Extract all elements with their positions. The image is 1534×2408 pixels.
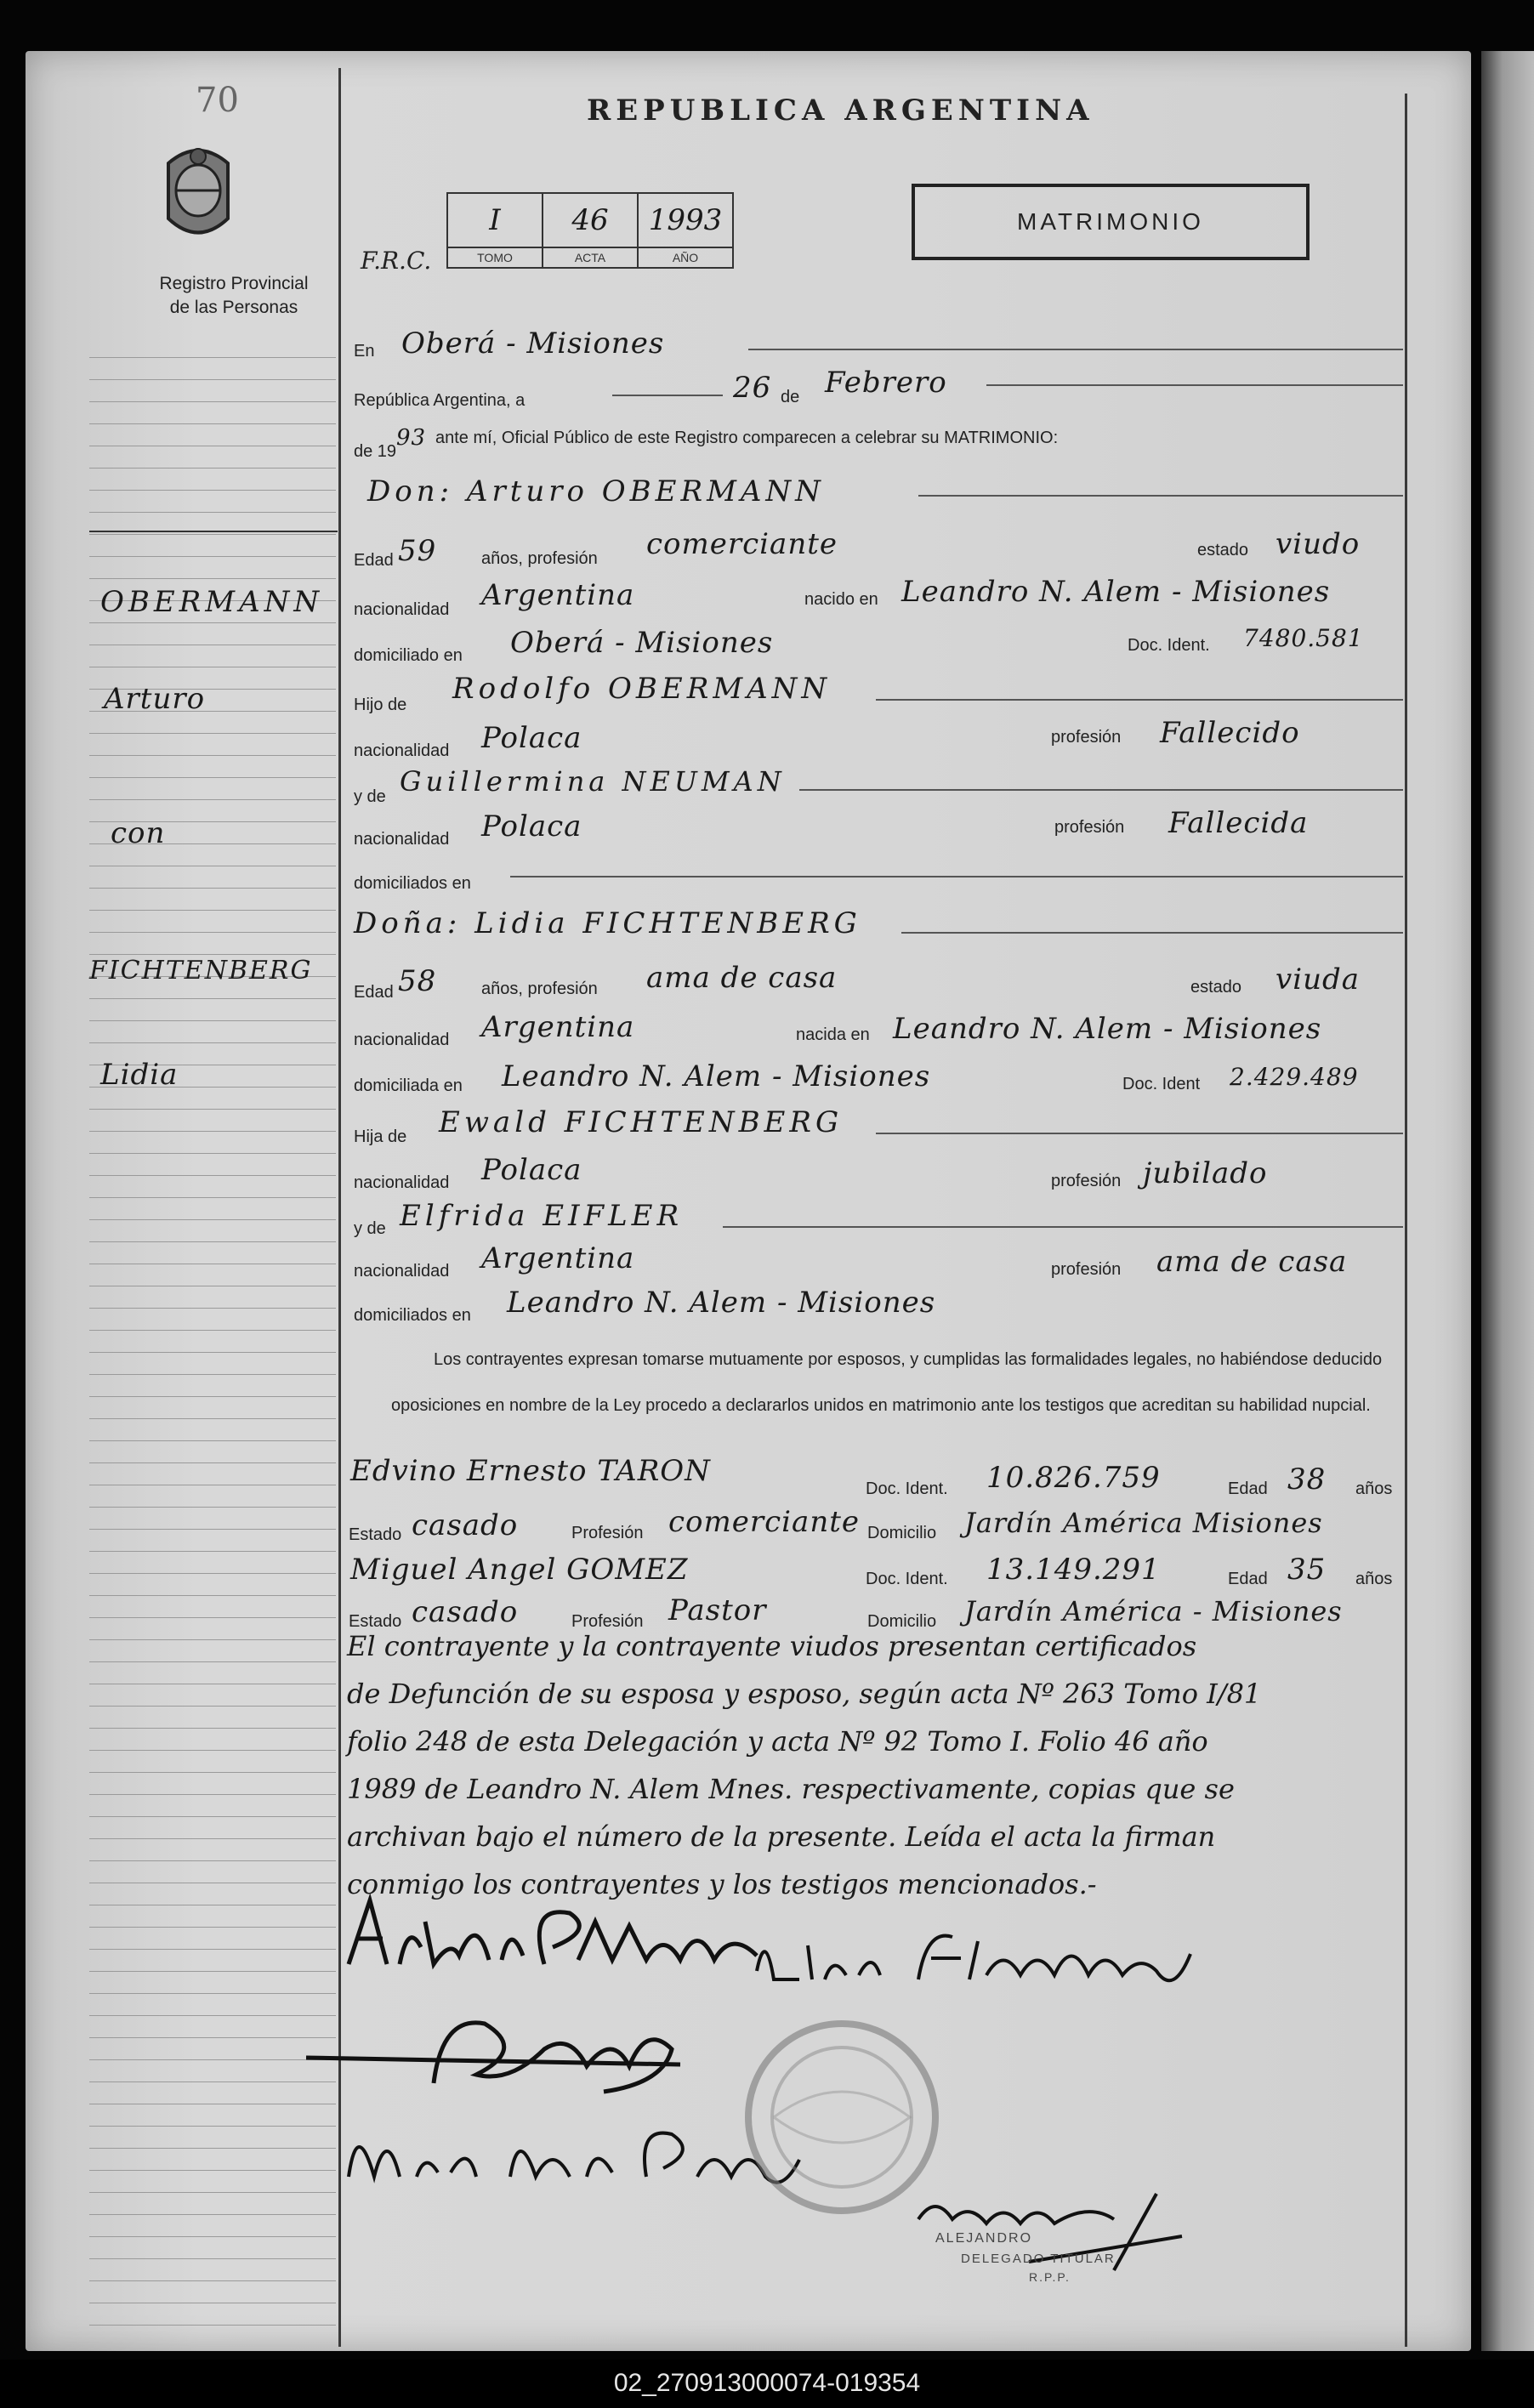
margin-ruled-line (89, 1728, 336, 1729)
groom-mother-profession: Fallecida (1168, 806, 1309, 840)
margin-ruled-line (89, 1352, 336, 1353)
margin-ruled-line (89, 2236, 336, 2237)
edad-label: Edad (1228, 1479, 1268, 1498)
margin-ruled-line (89, 777, 336, 778)
margin-con: con (111, 816, 166, 850)
margin-ruled-line (89, 622, 336, 623)
groom-signature (340, 1888, 765, 1981)
witness1-signature (306, 1998, 697, 2109)
margin-ruled-line (89, 1971, 336, 1972)
margin-ruled-line (89, 1462, 336, 1463)
profesion-label: Profesión (571, 1612, 644, 1631)
margin-name-2: Lidia (100, 1058, 179, 1092)
groom-birthplace: Leandro N. Alem - Misiones (901, 575, 1331, 609)
bride-profession: ama de casa (646, 961, 838, 995)
groom-profession: comerciante (646, 527, 838, 561)
bride-father-profession: jubilado (1143, 1156, 1268, 1190)
margin-ruled-line (89, 1927, 336, 1928)
acta-value: 46 (543, 193, 638, 247)
margin-surname-2: FICHTENBERG (89, 956, 313, 985)
estado-label: estado (1190, 978, 1242, 997)
edad-label: Edad (1228, 1570, 1268, 1588)
anio-label: AÑO (638, 247, 733, 268)
witness1-status: casado (412, 1508, 519, 1542)
act-type-label: MATRIMONIO (1017, 208, 1204, 235)
estado-label: Estado (349, 1525, 402, 1544)
margin-ruled-line (89, 1507, 336, 1508)
profession-label: años, profesión (481, 980, 598, 998)
margin-ruled-line (89, 1860, 336, 1861)
tomo-label: TOMO (447, 247, 543, 268)
doc-label: Doc. Ident. (866, 1479, 948, 1498)
record-number-table (446, 192, 734, 269)
groom-doc: 7480.581 (1243, 624, 1364, 652)
margin-ruled-line (89, 401, 336, 402)
y-de-label: y de (354, 787, 386, 806)
margin-ruled-line (89, 2192, 336, 2193)
margin-ruled-line (89, 357, 336, 358)
fill-line (799, 789, 1403, 791)
margin-ruled-line (89, 1175, 336, 1176)
witness1-domicile: Jardín América Misiones (964, 1507, 1323, 1539)
margin-ruled-line (89, 1595, 336, 1596)
margin-ruled-line (89, 1706, 336, 1707)
profesion-label: profesión (1054, 818, 1125, 837)
official-seal (740, 2015, 944, 2219)
margin-ruled-line (89, 2015, 336, 2016)
margin-ruled-line (89, 534, 336, 535)
margin-ruled-line (89, 512, 336, 513)
place-value: Oberá - Misiones (401, 327, 665, 361)
margin-ruled-line (89, 1042, 336, 1043)
domicilio-label: Domicilio (867, 1524, 937, 1542)
note-line: de Defunción de su esposa y esposo, según acta Nº 263 Tomo I/81 (347, 1678, 1262, 1710)
nacionalidad-label: nacionalidad (354, 1031, 450, 1049)
margin-ruled-line (89, 998, 336, 999)
margin-ruled-line (89, 1396, 336, 1397)
intro-text: ante mí, Oficial Público de este Registro comparecen a celebrar su MATRIMONIO: (435, 429, 1059, 447)
margin-ruled-line (89, 1153, 336, 1154)
republica-label: República Argentina, a (354, 391, 526, 410)
margin-ruled-line (89, 755, 336, 756)
registry-name (94, 272, 374, 320)
bride-father: Ewald FICHTENBERG (439, 1105, 844, 1139)
margin-ruled-line (89, 910, 336, 911)
fill-line (723, 1226, 1403, 1228)
hijo-label: Hijo de (354, 696, 407, 714)
bride-parents-domicile: Leandro N. Alem - Misiones (507, 1286, 936, 1320)
margin-ruled-line (89, 1241, 336, 1242)
margin-ruled-line (89, 1440, 336, 1441)
note-line: El contrayente y la contrayente viudos presentan certificados (347, 1630, 1197, 1662)
margin-ruled-line (89, 1838, 336, 1839)
margin-ruled-line (89, 1418, 336, 1419)
officer-stamp-office: R.P.P. (1029, 2270, 1071, 2284)
groom-mother-nationality: Polaca (481, 809, 582, 843)
margin-ruled-line (89, 423, 336, 424)
nacionalidad-label: nacionalidad (354, 1173, 450, 1192)
scan-file-id: 02_270913000074-019354 (613, 2369, 921, 2397)
margin-ruled-line (89, 932, 336, 933)
acta-label: ACTA (543, 247, 638, 268)
declaration-paragraph: Los contrayentes expresan tomarse mutuamente por esposos, y cumplidas las formalidades legales, no habiéndose deducido oposiciones en nombre de la Ley procedo a declararlos unidos en matrimonio ante los testigos que acreditan su habilidad nupcial. (391, 1350, 1383, 1415)
margin-ruled-line (89, 556, 336, 557)
marginal-notes (347, 1622, 1406, 1908)
groom-domicile: Oberá - Misiones (510, 626, 774, 660)
groom-status: viudo (1275, 527, 1361, 561)
margin-ruled-line (89, 1573, 336, 1574)
bride-nationality: Argentina (481, 1010, 635, 1044)
nacionalidad-label: nacionalidad (354, 830, 450, 849)
margin-ruled-line (89, 954, 336, 955)
margin-ruled-line (89, 1617, 336, 1618)
nacido-label: nacido en (804, 590, 878, 609)
margin-ruled-line (89, 1794, 336, 1795)
edad-label: Edad (354, 551, 394, 570)
margin-ruled-line (89, 1374, 336, 1375)
witness1-doc: 10.826.759 (986, 1461, 1161, 1495)
estado-label: Estado (349, 1612, 402, 1631)
note-line: archivan bajo el número de la presente. Leída el acta la firman (347, 1820, 1216, 1853)
margin-ruled-line (89, 1330, 336, 1331)
act-type-box (912, 184, 1310, 260)
bride-birthplace: Leandro N. Alem - Misiones (893, 1012, 1322, 1046)
groom-father-profession: Fallecido (1160, 716, 1300, 750)
margin-ruled-line (89, 1772, 336, 1773)
margin-ruled-line (89, 1750, 336, 1751)
margin-ruled-line (89, 1109, 336, 1110)
edad-label: Edad (354, 983, 394, 1002)
doc-label: Doc. Ident. (1128, 636, 1210, 655)
bride-signature (748, 1920, 1207, 1996)
margin-ruled-line (89, 2037, 336, 2038)
margin-ruled-line (89, 1020, 336, 1021)
margin-ruled-line (89, 2126, 336, 2127)
witness2-age: 35 (1287, 1553, 1327, 1587)
groom-mother: Guillermina NEUMAN (400, 765, 786, 798)
margin-ruled-line (89, 888, 336, 889)
witness1-profession: comerciante (668, 1505, 860, 1539)
bride-father-nationality: Polaca (481, 1153, 582, 1187)
hija-label: Hija de (354, 1127, 407, 1146)
margin-name-1: Arturo (104, 682, 206, 716)
profesion-label: profesión (1051, 1172, 1122, 1190)
margin-ruled-line (89, 468, 336, 469)
margin-ruled-line (89, 490, 336, 491)
witness1-age: 38 (1287, 1462, 1327, 1496)
margin-ruled-line (89, 1197, 336, 1198)
domiciliados-label: domiciliados en (354, 1306, 471, 1325)
margin-ruled-line (89, 1816, 336, 1817)
month-value: Febrero (825, 366, 947, 400)
witness2-domicile: Jardín América - Misiones (964, 1595, 1343, 1627)
year-prefix: de 19 (354, 442, 397, 461)
registry-line-2: de las Personas (169, 298, 298, 317)
margin-ruled-line (89, 733, 336, 734)
officer-stamp-name: ALEJANDRO (935, 2231, 1033, 2246)
witness2-profession: Pastor (668, 1593, 767, 1627)
fill-line (901, 932, 1403, 934)
de-label: de (781, 388, 800, 406)
margin-ruled-line (89, 2148, 336, 2149)
bride-full-name: Doña: Lidia FICHTENBERG (354, 906, 861, 940)
bride-mother-profession: ama de casa (1156, 1245, 1348, 1279)
witness2-name: Miguel Angel GOMEZ (350, 1553, 689, 1587)
day-value: 26 (733, 371, 772, 405)
profesion-label: profesión (1051, 728, 1122, 747)
profesion-label: profesión (1051, 1260, 1122, 1279)
margin-ruled-line (89, 1529, 336, 1530)
coat-of-arms-icon (160, 138, 236, 248)
margin-ruled-line (89, 2280, 336, 2281)
fill-line (748, 349, 1403, 350)
margin-ruled-line (89, 1993, 336, 1994)
margin-ruled-line (89, 799, 336, 800)
anio-value: 1993 (638, 193, 733, 247)
en-label: En (354, 342, 375, 361)
nacida-label: nacida en (796, 1025, 870, 1044)
y-de-label: y de (354, 1219, 386, 1238)
margin-ruled-line (89, 2059, 336, 2060)
bride-mother: Elfrida EIFLER (400, 1199, 684, 1233)
fill-line (510, 876, 1403, 877)
groom-full-name: Don: Arturo OBERMANN (367, 474, 825, 508)
fill-line (876, 1133, 1403, 1134)
margin-separator (89, 531, 338, 532)
fill-line (876, 699, 1403, 701)
bride-age: 58 (398, 964, 437, 998)
margin-ruled-line (89, 1219, 336, 1220)
witness1-name: Edvino Ernesto TARON (350, 1454, 711, 1488)
frc-label: F.R.C. (361, 247, 432, 275)
adjacent-page-edge (1481, 51, 1534, 2351)
fill-line (986, 384, 1403, 386)
fill-line (612, 395, 723, 396)
anos-label: años (1355, 1479, 1393, 1498)
margin-surname-1: OBERMANN (100, 585, 324, 619)
profession-label: años, profesión (481, 549, 598, 568)
margin-ruled-line (89, 2170, 336, 2171)
margin-ruled-line (89, 1551, 336, 1552)
estado-label: estado (1197, 541, 1249, 559)
bride-mother-nationality: Argentina (481, 1241, 635, 1275)
page-number: 70 (196, 81, 239, 120)
tomo-value: I (447, 193, 543, 247)
witness2-status: casado (412, 1595, 519, 1629)
witness2-doc: 13.149.291 (986, 1553, 1161, 1587)
nacionalidad-label: nacionalidad (354, 600, 450, 619)
margin-ruled-line (89, 578, 336, 579)
anos-label: años (1355, 1570, 1393, 1588)
margin-ruled-line (89, 1661, 336, 1662)
margin-ruled-line (89, 2325, 336, 2326)
right-rule (1405, 94, 1407, 2347)
profesion-label: Profesión (571, 1524, 644, 1542)
groom-father: Rodolfo OBERMANN (452, 672, 832, 706)
year-suffix: 93 (396, 425, 427, 451)
groom-nationality: Argentina (481, 578, 635, 612)
bride-status: viuda (1275, 963, 1361, 997)
bride-domicile: Leandro N. Alem - Misiones (502, 1059, 931, 1093)
margin-ruled-line (89, 2214, 336, 2215)
note-line: folio 248 de esta Delegación y acta Nº 92 Tomo I. Folio 46 año (347, 1725, 1208, 1758)
margin-ruled-line (89, 1639, 336, 1640)
domiciliada-label: domiciliada en (354, 1076, 463, 1095)
domiciliados-label: domiciliados en (354, 874, 471, 893)
margin-ruled-line (89, 1131, 336, 1132)
nacionalidad-label: nacionalidad (354, 1262, 450, 1281)
margin-ruled-line (89, 1949, 336, 1950)
margin-ruled-line (89, 2081, 336, 2082)
registry-line-1: Registro Provincial (159, 274, 309, 293)
note-line: conmigo los contrayentes y los testigos mencionados.- (347, 1868, 1097, 1900)
doc-label: Doc. Ident. (866, 1570, 948, 1588)
doc-label: Doc. Ident (1122, 1075, 1201, 1093)
page-title: REPUBLICA ARGENTINA (587, 94, 1094, 128)
officer-stamp-title: DELEGADO TITULAR (961, 2252, 1116, 2266)
nacionalidad-label: nacionalidad (354, 741, 450, 760)
groom-age: 59 (398, 534, 437, 568)
bride-doc: 2.429.489 (1230, 1063, 1359, 1091)
margin-ruled-line (89, 379, 336, 380)
groom-father-nationality: Polaca (481, 721, 582, 755)
domicilio-label: Domicilio (867, 1612, 937, 1631)
margin-ruled-line (89, 1308, 336, 1309)
fill-line (918, 495, 1403, 497)
margin-ruled-line (89, 2258, 336, 2259)
note-line: 1989 de Leandro N. Alem Mnes. respectivamente, copias que se (347, 1773, 1235, 1805)
domiciliado-label: domiciliado en (354, 646, 463, 665)
